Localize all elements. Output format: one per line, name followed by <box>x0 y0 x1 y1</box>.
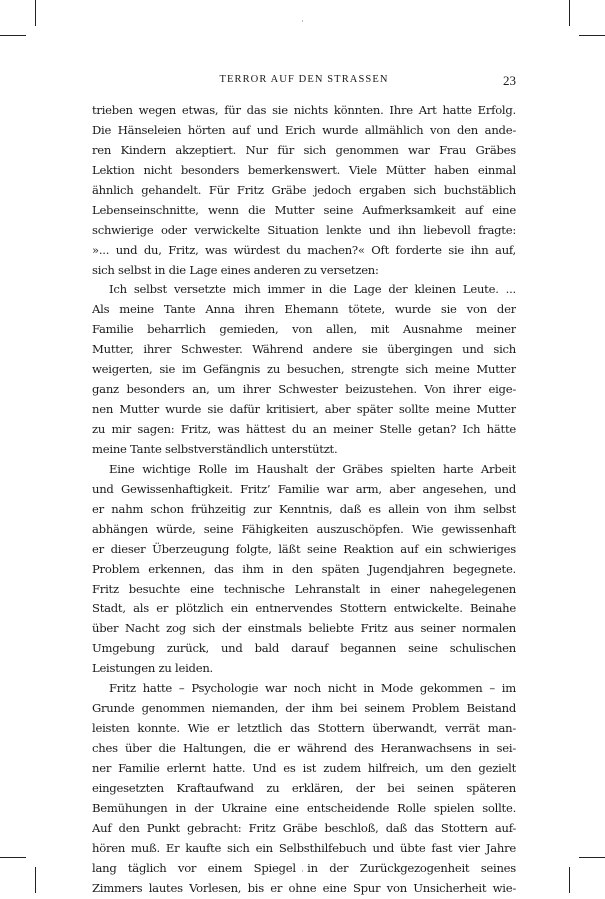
text-line: ganz besonders an, um ihrer Schwester beizustehen. Von ihrer eige- <box>92 382 516 397</box>
text-line: und Gewissenhaftigkeit. Fritz’ Familie war arm, aber angesehen, und <box>92 481 516 496</box>
crop-mark-bottom-right-h <box>579 857 605 858</box>
text-line: Zimmers lautes Vorlesen, bis er ohne eine Spur von Unsicherheit wie- <box>92 880 516 895</box>
text-line: Problem erkennen, das ihm in den späten Jugendjahren begegnete. <box>92 561 516 576</box>
crop-mark-bottom-right <box>569 867 570 893</box>
crop-mark-bottom-left-h <box>0 857 26 858</box>
text-line: abhängen würde, seine Fähigkeiten auszuschöpfen. Wie gewissenhaft <box>92 521 516 536</box>
text-line: Als meine Tante Anna ihren Ehemann tötete, wurde sie von der <box>92 302 516 317</box>
crop-mark-top-left <box>35 0 36 26</box>
text-line: »... und du, Fritz, was würdest du machen?« Oft forderte sie ihn auf, <box>92 242 516 257</box>
text-line: Stadt, als er plötzlich ein entnervendes Stottern entwickelte. Beinahe <box>92 601 516 616</box>
text-line: er dieser Überzeugung folgte, läßt seine Reaktion auf ein schwieriges <box>92 541 516 556</box>
text-line: Die Hänseleien hörten auf und Erich wurde allmählich von den ande- <box>92 122 516 137</box>
text-line: sich selbst in die Lage eines anderen zu versetzen: <box>92 262 379 277</box>
text-line: Ich selbst versetzte mich immer in die Lage der kleinen Leute. ... <box>109 282 516 297</box>
text-line: trieben wegen etwas, für das sie nichts könnten. Ihre Art hatte Erfolg. <box>92 103 516 117</box>
text-line: Lektion nicht besonders bemerkenswert. Viele Mütter haben einmal <box>92 162 516 177</box>
text-line: eingesetzten Kraftaufwand zu erklären, der bei seinen späteren <box>92 780 516 795</box>
text-line: Grunde genommen niemanden, der ihm bei seinem Problem Beistand <box>92 701 516 716</box>
crop-mark-top-right-h <box>579 35 605 36</box>
text-line: ches über die Haltungen, die er während des Heranwachsens in sei- <box>92 741 516 755</box>
crop-mark-top-left-h <box>0 35 26 36</box>
text-line: schwierige oder verwickelte Situation lenkte und ihn liebevoll fragte: <box>92 222 516 237</box>
text-line: weigerten, sie im Gefängnis zu besuchen, strengte sich meine Mutter <box>92 362 516 377</box>
body-text <box>92 101 516 899</box>
center-mark-top <box>302 20 303 22</box>
text-line: ner Familie erlernt hatte. Und es ist zudem hilfreich, um den gezielt <box>92 760 516 775</box>
text-line: zu mir sagen: Fritz, was hättest du an meiner Stelle getan? Ich hätte <box>92 422 516 436</box>
text-line: ren Kindern akzeptiert. Nur für sich genommen war Frau Gräbes <box>92 142 516 157</box>
text-line: er nahm schon frühzeitig zur Kenntnis, daß es allein von ihm selbst <box>92 501 516 516</box>
text-line: Mutter, ihrer Schwester. Während andere sie übergingen und sich <box>92 342 516 357</box>
text-line: über Nacht zog sich der einstmals beliebte Fritz aus seiner normalen <box>92 621 516 636</box>
text-line: Eine wichtige Rolle im Haushalt der Gräbes spielten harte Arbeit <box>109 461 516 476</box>
text-line: Umgebung zurück, und bald darauf begannen seine schulischen <box>92 641 516 656</box>
text-line: Bemühungen in der Ukraine eine entscheidende Rolle spielen sollte. <box>92 800 516 815</box>
text-line: Leistungen zu leiden. <box>92 661 213 676</box>
text-line: leisten konnte. Wie er letztlich das Stottern überwandt, verrät man- <box>92 721 516 736</box>
text-line: Auf den Punkt gebracht: Fritz Gräbe beschloß, daß das Stottern auf- <box>92 820 516 835</box>
crop-mark-bottom-left <box>35 867 36 893</box>
text-line: lang täglich vor einem Spiegel in der Zurückgezogenheit seines <box>92 860 516 875</box>
page-number: 23 <box>503 73 516 88</box>
text-line: nen Mutter wurde sie dafür kritisiert, aber später sollte meine Mutter <box>92 402 516 417</box>
text-line: hören muß. Er kaufte sich ein Selbsthilfebuch und übte fast vier Jahre <box>92 840 516 855</box>
text-line: meine Tante selbstverständlich unterstützt. <box>92 441 338 456</box>
crop-mark-top-right <box>569 0 570 26</box>
text-line: Lebenseinschnitte, wenn die Mutter seine Aufmerksamkeit auf eine <box>92 202 516 217</box>
text-line: Fritz hatte – Psychologie war noch nicht in Mode gekommen – im <box>109 681 516 696</box>
text-line: ähnlich gehandelt. Für Fritz Gräbe jedoch ergaben sich buchstäblich <box>92 182 516 197</box>
text-line: Familie beharrlich gemieden, von allen, mit Ausnahme meiner <box>92 322 516 337</box>
running-title: TERROR AUF DEN STRASSEN <box>219 74 389 85</box>
running-head <box>92 74 516 90</box>
text-line: Fritz besuchte eine technische Lehranstalt in einer nahegelegenen <box>92 581 516 596</box>
